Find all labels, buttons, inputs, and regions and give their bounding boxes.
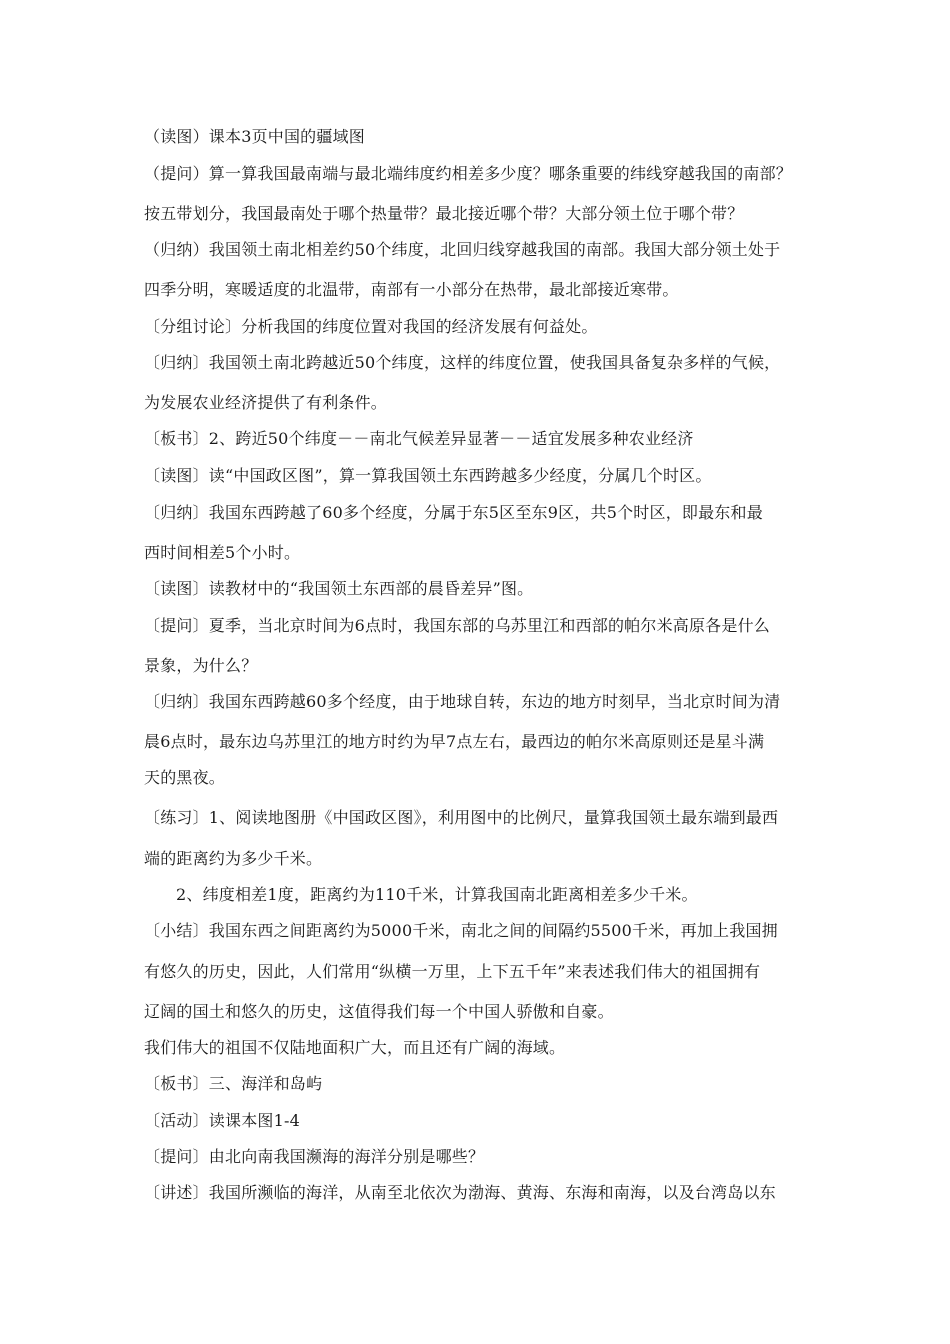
text-line: 〔练习〕1、阅读地图册《中国政区图》，利用图中的比例尺，量算我国领土最东端到最西 — [144, 808, 779, 827]
text-line: 〔读图〕读教材中的“我国领土东西部的晨昏差异”图。 — [144, 579, 534, 598]
text-line: 〔归纳〕我国东西跨越了60多个经度，分属于东5区至东9区，共5个时区，即最东和最 — [144, 503, 763, 522]
text-line: 辽阔的国土和悠久的历史，这值得我们每一个中国人骄傲和自豪。 — [144, 1002, 614, 1021]
text-line: 〔归纳〕我国领土南北跨越近50个纬度，这样的纬度位置，使我国具备复杂多样的气候， — [144, 353, 781, 372]
text-line: 〔板书〕三、海洋和岛屿 — [144, 1074, 323, 1093]
text-line: 四季分明，寒暖适度的北温带，南部有一小部分在热带，最北部接近寒带。 — [144, 280, 679, 299]
text-line: 天的黑夜。 — [144, 768, 226, 787]
text-line: 西时间相差5个小时。 — [144, 543, 301, 562]
text-line: 〔讲述〕我国所濒临的海洋，从南至北依次为渤海、黄海、东海和南海，以及台湾岛以东 — [144, 1183, 776, 1202]
text-line: 〔分组讨论〕分析我国的纬度位置对我国的经济发展有何益处。 — [144, 317, 598, 336]
text-line: 〔提问〕夏季，当北京时间为6点时，我国东部的乌苏里江和西部的帕尔米高原各是什么 — [144, 616, 770, 635]
text-line: 〔读图〕读“中国政区图”，算一算我国领土东西跨越多少经度，分属几个时区。 — [144, 466, 712, 485]
text-line: 有悠久的历史，因此，人们常用“纵横一万里，上下五千年”来表述我们伟大的祖国拥有 — [144, 962, 761, 981]
text-line: 2、纬度相差1度，距离约为110千米，计算我国南北距离相差多少千米。 — [176, 885, 698, 904]
text-line: 按五带划分，我国最南处于哪个热量带？最北接近哪个带？大部分领土位于哪个带？ — [144, 204, 744, 223]
text-line: （读图）课本3页中国的疆域图 — [144, 127, 365, 146]
text-line: 〔提问〕由北向南我国濒海的海洋分别是哪些？ — [144, 1147, 485, 1166]
text-line: 〔活动〕读课本图1-4 — [144, 1111, 300, 1130]
text-line: 端的距离约为多少千米。 — [144, 849, 323, 868]
text-line: 我们伟大的祖国不仅陆地面积广大，而且还有广阔的海域。 — [144, 1038, 566, 1057]
text-line: 〔板书〕2、跨近50个纬度－－南北气候差异显著－－适宜发展多种农业经济 — [144, 429, 694, 448]
text-line: 为发展农业经济提供了有利条件。 — [144, 393, 388, 412]
text-line: （归纳）我国领土南北相差约50个纬度，北回归线穿越我国的南部。我国大部分领土处于 — [144, 240, 781, 259]
text-line: 〔小结〕我国东西之间距离约为5000千米，南北之间的间隔约5500千米，再加上我国拥 — [144, 921, 778, 940]
text-line: （提问）算一算我国最南端与最北端纬度约相差多少度？哪条重要的纬线穿越我国的南部？ — [144, 164, 793, 183]
text-line: 景象，为什么？ — [144, 656, 258, 675]
text-line: 晨6点时，最东边乌苏里江的地方时约为早7点左右，最西边的帕尔米高原则还是星斗满 — [144, 732, 765, 751]
text-line: 〔归纳〕我国东西跨越60多个经度，由于地球自转，东边的地方时刻早，当北京时间为清 — [144, 692, 781, 711]
